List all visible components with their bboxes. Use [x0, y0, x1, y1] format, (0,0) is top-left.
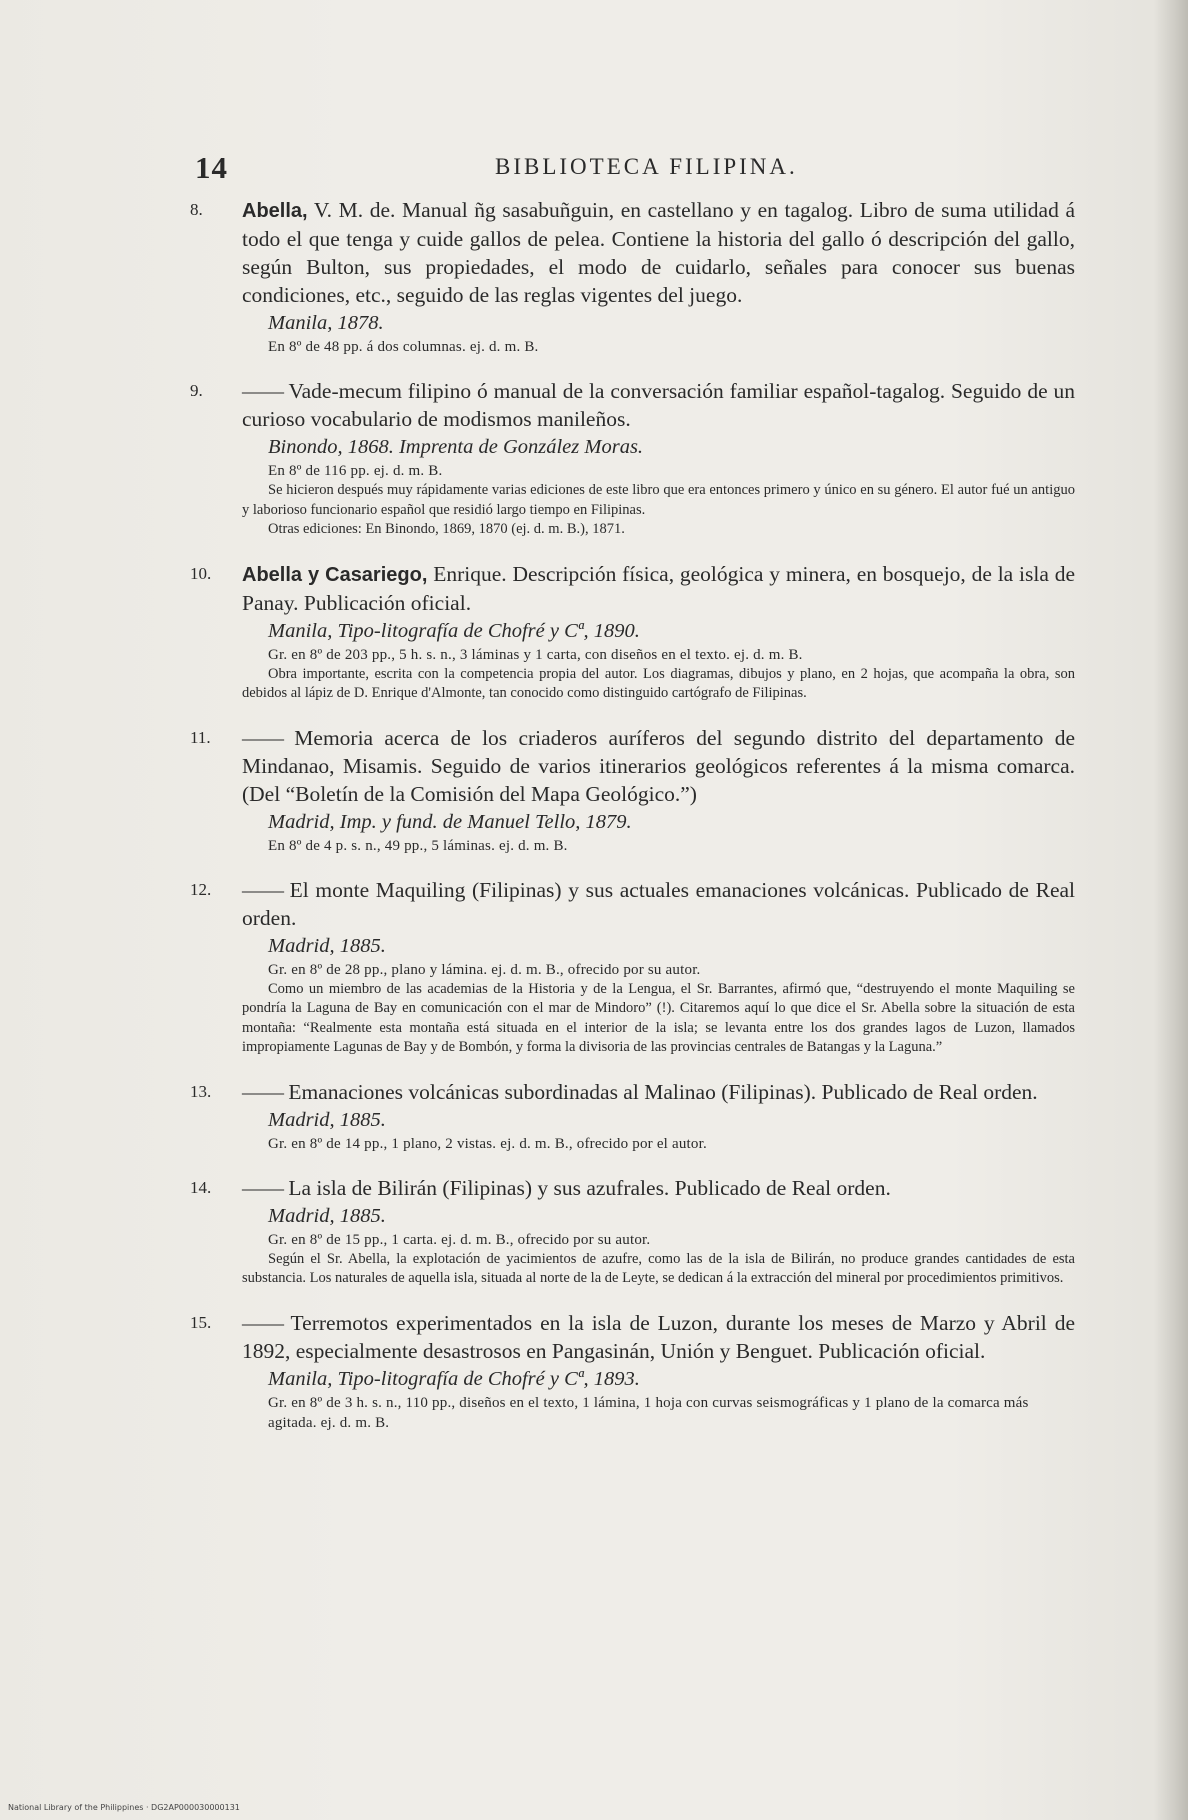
entry-number: 13. — [190, 1081, 212, 1101]
entry-author: Abella, — [242, 200, 308, 222]
entry-note: Como un miembro de las academias de la Historia y de la Lengua, el Sr. Barrantes, afirmó que, “destruyendo el monte Maquiling se pondría la Laguna de Bay en comunicación con el mar de Mindoro” (!). Citaremos aquí lo que dice el Sr. Abella sobre la situación de esta montaña: “Realmente esta montaña está situada en el interior de la isla; se levanta entre los dos grandes lagos de Luzon, llamados impropiamente Lagunas de Bay y de Bombón, y forma la divisoria de las provincias centrales de Batangas y la Laguna.” — [242, 980, 1075, 1055]
entry-imprint: Madrid, 1885. — [268, 1204, 386, 1227]
entry-title: Enrique. Descripción física, geológica y minera, en bosquejo, de la isla de Panay. Publicación oficial. — [242, 561, 1075, 615]
entry-8 — [190, 196, 1075, 357]
entry-title: Terremotos experimentados en la isla de Luzon, durante los meses de Marzo y Abril de 1892, especialmente desastrosos en Pangasinán, Unión y Benguet. Publicación oficial. — [242, 1310, 1075, 1363]
bibliography-body — [190, 196, 1075, 1453]
scan-footer: National Library of the Philippines · DG2AP000030000131 — [8, 1803, 240, 1812]
entry-13 — [190, 1078, 1075, 1154]
entry-note: Se hicieron después muy rápidamente varias ediciones de este libro que era entonces primero y único en su género. El autor fué un antiguo y laborioso funcionario español que residió largo tiempo en Filipinas. — [242, 482, 1075, 518]
page-header — [195, 150, 1075, 190]
entry-12 — [190, 876, 1075, 1058]
running-head: BIBLIOTECA FILIPINA. — [495, 154, 798, 179]
entry-title: La isla de Bilirán (Filipinas) y sus azufrales. Publicado de Real orden. — [288, 1175, 891, 1200]
entry-title: V. M. de. Manual ñg sasabuñguin, en castellano y en tagalog. Libro de suma utilidad á todo el que tenga y cuide gallos de pelea. Contiene la historia del gallo ó descripción del gallo, según Bulton, sus propiedades, el modo de cuidarlo, señales para conocer sus buenas condiciones, etc., seguido de las reglas vigentes del juego. — [242, 198, 1075, 307]
ditto-dash: —— — [242, 1310, 283, 1335]
entry-collation: Gr. en 8º de 14 pp., 1 plano, 2 vistas. ej. d. m. B., ofrecido por el autor. — [268, 1135, 707, 1152]
entry-title: Emanaciones volcánicas subordinadas al Malinao (Filipinas). Publicado de Real orden. — [288, 1079, 1038, 1104]
entry-number: 14. — [190, 1177, 212, 1197]
entry-main — [190, 196, 1075, 309]
page-edge-shadow — [1154, 0, 1188, 1820]
page-number: 14 — [195, 150, 228, 185]
entry-collation: En 8º de 4 p. s. n., 49 pp., 5 láminas. ej. d. m. B. — [268, 837, 568, 854]
ditto-dash: —— — [242, 1175, 283, 1200]
entry-collation: Gr. en 8º de 15 pp., 1 carta. ej. d. m. B., ofrecido por su autor. — [268, 1231, 651, 1248]
entry-author: Abella y Casariego, — [242, 563, 428, 586]
entry-main — [190, 377, 1075, 433]
entry-number: 15. — [190, 1312, 212, 1332]
entry-main — [190, 1309, 1075, 1365]
entry-main — [190, 1174, 1075, 1202]
entry-title: Vade-mecum filipino ó manual de la conversación familiar español-tagalog. Seguido de un curioso vocabulario de modismos manileños. — [242, 379, 1075, 431]
entry-main — [190, 1078, 1075, 1106]
entry-number: 8. — [190, 200, 203, 219]
ditto-dash: —— — [242, 725, 283, 750]
entry-collation: En 8º de 48 pp. á dos columnas. ej. d. m. B. — [268, 339, 539, 355]
ditto-dash: —— — [242, 379, 283, 403]
entry-11 — [190, 724, 1075, 856]
entry-collation: En 8º de 116 pp. ej. d. m. B. — [268, 463, 443, 479]
entry-collation: Gr. en 8º de 203 pp., 5 h. s. n., 3 láminas y 1 carta, con diseños en el texto. ej. d. m. B. — [268, 646, 803, 663]
entry-imprint: Madrid, Imp. y fund. de Manuel Tello, 1879. — [268, 810, 632, 833]
entry-note: Obra importante, escrita con la competencia propia del autor. Los diagramas, dibujos y plano, en 2 hojas, que acompaña la obra, son debidos al lápiz de D. Enrique d'Almonte, tan conocido como distinguido cartógrafo de Filipinas. — [242, 665, 1075, 701]
entry-10 — [190, 560, 1075, 704]
entry-14 — [190, 1174, 1075, 1289]
entry-imprint: Binondo, 1868. Imprenta de González Moras. — [268, 436, 644, 458]
entry-note: Según el Sr. Abella, la explotación de yacimientos de azufre, como las de la isla de Bilirán, no produce grandes cantidades de esta substancia. Los naturales de aquella isla, situada al norte de la de Leyte, se dedican á la extracción del mineral por procedimientos primitivos. — [242, 1250, 1075, 1286]
entry-collation: Gr. en 8º de 28 pp., plano y lámina. ej. d. m. B., ofrecido por su autor. — [268, 961, 701, 978]
entry-main — [190, 876, 1075, 932]
entry-main — [190, 560, 1075, 617]
entry-number: 12. — [190, 879, 212, 899]
entry-imprint: Manila, Tipo-litografía de Chofré y Cª, 1890. — [268, 619, 640, 642]
entry-note: Otras ediciones: En Binondo, 1869, 1870 (ej. d. m. B.), 1871. — [268, 521, 625, 537]
entry-imprint: Manila, Tipo-litografía de Chofré y Cª, 1893. — [268, 1367, 640, 1390]
entry-number: 9. — [190, 381, 203, 400]
entry-number: 10. — [190, 563, 212, 583]
entry-15 — [190, 1309, 1075, 1433]
entry-imprint: Manila, 1878. — [268, 312, 384, 334]
entry-9 — [190, 377, 1075, 540]
entry-collation: Gr. en 8º de 3 h. s. n., 110 pp., diseños en el texto, 1 lámina, 1 hoja con curvas seismográficas y 1 plano de la comarca más agitada. ej. d. m. B. — [268, 1394, 1029, 1431]
entry-number: 11. — [190, 727, 211, 747]
entry-imprint: Madrid, 1885. — [268, 1108, 386, 1131]
ditto-dash: —— — [242, 877, 283, 902]
entry-main — [190, 724, 1075, 808]
entry-title: El monte Maquiling (Filipinas) y sus actuales emanaciones volcánicas. Publicado de Real orden. — [242, 877, 1076, 930]
entry-title: Memoria acerca de los criaderos auríferos del segundo distrito del departamento de Mindanao, Misamis. Seguido de varios itinerarios geológicos referentes á la misma comarca. (Del “Boletín de la Comisión del Mapa Geológico.”) — [242, 725, 1075, 806]
ditto-dash: —— — [242, 1079, 283, 1104]
entry-imprint: Madrid, 1885. — [268, 934, 386, 957]
